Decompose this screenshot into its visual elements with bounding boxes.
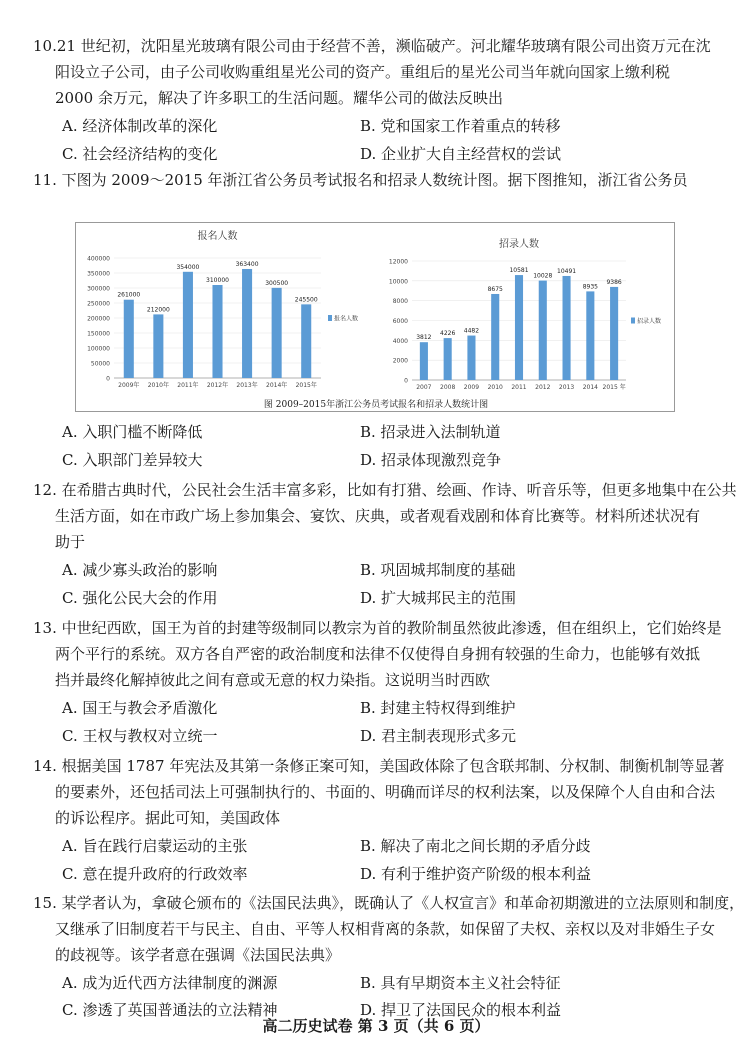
q10-stem-line3: 2000 余万元，解决了许多职工的生活问题。耀华公司的做法反映出 (55, 89, 503, 107)
y-tick-label: 100000 (87, 345, 110, 353)
q14-stem-line1: 14. 根据美国 1787 年宪法及其第一条修正案可知，美国政体除了包含联邦制、分权制、制衡机制等显著 (33, 757, 725, 775)
q11-figure (75, 222, 675, 412)
q10-stem-line2: 阳设立子公司，由子公司收购重组星光公司的资产。重组后的星光公司当年就向国家上缴利税 (55, 63, 671, 81)
data-label: 4482 (463, 327, 480, 335)
bar (491, 294, 499, 380)
q15-stem-line3: 的歧视等。该学者意在强调《法国民法典》 (55, 946, 341, 964)
bar (124, 300, 134, 378)
registration-bar-chart (76, 223, 376, 395)
q12-stem-line3: 助于 (55, 533, 86, 551)
q13-option-b: B. 封建主特权得到维护 (360, 699, 516, 717)
y-tick-label: 200000 (87, 315, 110, 323)
data-label: 10028 (533, 272, 553, 280)
recruitment-bar-chart (376, 223, 676, 395)
y-tick-label: 12000 (388, 258, 408, 266)
q12-option-a: A. 减少寡头政治的影响 (62, 561, 218, 579)
data-label: 8935 (582, 283, 598, 291)
q14-option-d: D. 有利于维护资产阶级的根本利益 (360, 865, 592, 883)
bar (183, 272, 193, 378)
q15-option-d: D. 捍卫了法国民众的根本利益 (360, 1001, 562, 1019)
y-tick-label: 0 (106, 375, 110, 383)
q14-option-c: C. 意在提升政府的行政效率 (62, 865, 248, 883)
bar (212, 285, 222, 378)
data-label: 300500 (265, 279, 289, 287)
q11-option-b: B. 招录进入法制轨道 (360, 423, 501, 441)
q15-option-a: A. 成为近代西方法律制度的渊源 (62, 974, 278, 992)
y-tick-label: 150000 (87, 330, 110, 338)
bar (272, 288, 282, 378)
q10-option-d: D. 企业扩大自主经营权的尝试 (360, 145, 562, 163)
y-tick-label: 2000 (392, 357, 408, 365)
q14-stem-line3: 的诉讼程序。据此可知，美国政体 (55, 809, 281, 827)
q13-stem-line2: 两个平行的系统。双方各自严密的政治制度和法律不仅使得自身拥有较强的生命力，也能够有效抵 (55, 645, 701, 663)
x-tick-label: 2009 (463, 384, 480, 391)
q11-option-c: C. 入职部门差异较大 (62, 451, 203, 469)
bar (539, 281, 547, 380)
x-tick-label: 2007 (416, 384, 432, 391)
y-tick-label: 0 (404, 377, 408, 385)
data-label: 3812 (416, 334, 432, 342)
page-footer: 高二历史试卷 第 3 页（共 6 页） (262, 1017, 490, 1035)
q12-option-c: C. 强化公民大会的作用 (62, 589, 218, 607)
q15-stem-line2: 又继承了旧制度若干与民主、自由、平等人权相背离的条款，如保留了夫权、亲权以及对非婚生子女 (55, 920, 716, 938)
q10-option-c: C. 社会经济结构的变化 (62, 145, 218, 163)
data-label: 9386 (606, 278, 622, 286)
y-tick-label: 400000 (87, 255, 110, 263)
data-label: 8675 (487, 285, 503, 293)
q13-option-d: D. 君主制表现形式多元 (360, 727, 517, 745)
x-tick-label: 2011 (511, 384, 527, 391)
chart-title: 招录人数 (499, 239, 539, 250)
q11-stem-line1: 11. 下图为 2009～2015 年浙江省公务员考试报名和招录人数统计图。据下图推知，浙江省公务员 (33, 171, 688, 189)
bar (515, 275, 523, 380)
y-tick-label: 50000 (90, 360, 110, 368)
q14-option-b: B. 解决了南北之间长期的矛盾分歧 (360, 837, 591, 855)
q13-stem-line1: 13. 中世纪西欧，国王为首的封建等级制同以教宗为首的教阶制虽然彼此渗透，但在组织上，它们始终是 (33, 619, 722, 637)
data-label: 212000 (146, 306, 170, 314)
q13-option-c: C. 王权与教权对立统一 (62, 727, 218, 745)
legend-label: 报名人数 (334, 315, 359, 323)
legend-label: 招录人数 (637, 318, 662, 325)
data-label: 10491 (557, 267, 577, 275)
x-tick-label: 2012年 (206, 382, 229, 389)
q14-option-a: A. 旨在践行启蒙运动的主张 (62, 837, 248, 855)
legend-swatch (328, 315, 332, 321)
x-tick-label: 2015 年 (602, 384, 626, 391)
bar (153, 314, 163, 378)
x-tick-label: 2015年 (295, 382, 317, 389)
q15-stem-line1: 15. 某学者认为，拿破仑颁布的《法国民法典》，既确认了《人权宣言》和革命初期激进的立法原则和制度， (33, 894, 745, 912)
q12-option-d: D. 扩大城邦民主的范围 (360, 589, 517, 607)
q13-stem-line3: 挡并最终化解掉彼此之间有意或无意的权力染指。这说明当时西欧 (55, 671, 491, 689)
q15-option-c: C. 渗透了英国普通法的立法精神 (62, 1001, 278, 1019)
y-tick-label: 8000 (392, 298, 408, 306)
y-tick-label: 10000 (388, 278, 408, 286)
data-label: 4226 (440, 330, 456, 338)
q11-option-d: D. 招录体现激烈竞争 (360, 451, 502, 469)
figure-caption: 图 2009–2015年浙江公务员考试报名和招录人数统计图 (263, 400, 489, 410)
q13-option-a: A. 国王与教会矛盾激化 (62, 699, 218, 717)
x-tick-label: 2012 (535, 384, 551, 391)
x-tick-label: 2011年 (177, 382, 199, 389)
y-tick-label: 350000 (87, 270, 110, 278)
q12-option-b: B. 巩固城邦制度的基础 (360, 561, 516, 579)
q11-option-a: A. 入职门槛不断降低 (62, 423, 203, 441)
bar (242, 269, 252, 378)
x-tick-label: 2014年 (266, 382, 288, 389)
y-tick-label: 4000 (392, 337, 408, 345)
bar (610, 287, 618, 380)
q10-option-b: B. 党和国家工作着重点的转移 (360, 117, 561, 135)
x-tick-label: 2009年 (118, 382, 140, 389)
x-tick-label: 2010年 (147, 382, 169, 389)
chart-title: 报名人数 (197, 231, 238, 242)
bar (420, 342, 428, 380)
x-tick-label: 2014 (582, 384, 598, 391)
x-tick-label: 2013 (558, 384, 575, 391)
q15-option-b: B. 具有早期资本主义社会特征 (360, 974, 561, 992)
q12-stem-line2: 生活方面，如在市政广场上参加集会、宴饮、庆典，或者观看戏剧和体育比赛等。材料所述状况有 (55, 507, 701, 525)
data-label: 363400 (235, 260, 259, 268)
y-tick-label: 6000 (392, 318, 408, 325)
x-tick-label: 2013年 (236, 382, 258, 389)
x-tick-label: 2010 (487, 384, 503, 391)
x-tick-label: 2008 (440, 384, 456, 391)
data-label: 354000 (176, 263, 200, 271)
q14-stem-line2: 的要素外，还包括司法上可强制执行的、书面的、明确而详尽的权利法案，以及保障个人自由和合法 (55, 783, 716, 801)
q10-stem-line1: 10.21 世纪初，沈阳星光玻璃有限公司由于经营不善，濒临破产。河北耀华玻璃有限公司出资万元在沈 (33, 37, 711, 55)
bar (467, 336, 475, 380)
data-label: 261000 (117, 291, 141, 299)
bar (444, 338, 452, 380)
bar (586, 291, 594, 380)
q12-stem-line1: 12. 在希腊古典时代，公民社会生活丰富多彩，比如有打猎、绘画、作诗、听音乐等，但更多地集中在公共 (33, 481, 737, 499)
q10-option-a: A. 经济体制改革的深化 (62, 117, 218, 135)
data-label: 310000 (206, 277, 229, 284)
data-label: 245500 (294, 296, 318, 304)
legend-swatch (631, 318, 635, 324)
bar (563, 276, 571, 380)
y-tick-label: 300000 (87, 285, 110, 293)
data-label: 10581 (509, 267, 529, 275)
y-tick-label: 250000 (87, 300, 110, 308)
bar (301, 304, 311, 378)
